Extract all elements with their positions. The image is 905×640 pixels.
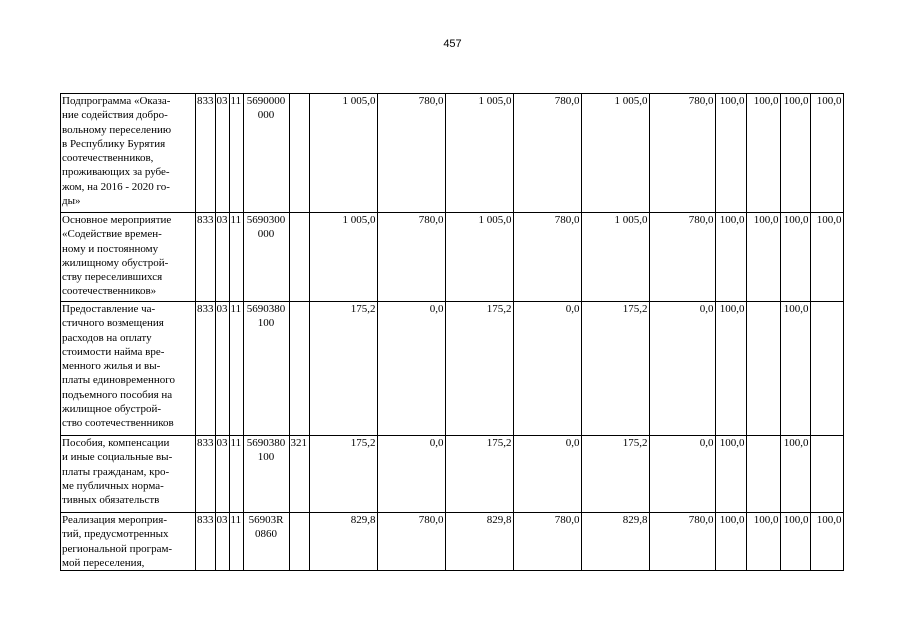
amount-cell: 1 005,0 bbox=[445, 213, 513, 302]
budget-table bbox=[60, 93, 844, 571]
amount-cell: 175,2 bbox=[309, 436, 377, 513]
percent-cell: 100,0 bbox=[715, 94, 746, 213]
program-name-line: расходов на оплату bbox=[62, 331, 152, 344]
program-name-line: платы гражданам, кро- bbox=[62, 465, 170, 478]
section-code-cell: 03 bbox=[215, 302, 229, 436]
program-name-line: тивных обязательств bbox=[62, 494, 160, 507]
amount-cell: 1 005,0 bbox=[309, 213, 377, 302]
program-name-cell bbox=[61, 513, 196, 571]
amount-cell: 780,0 bbox=[513, 94, 581, 213]
section-code-cell: 03 bbox=[215, 94, 229, 213]
table-row bbox=[61, 513, 844, 571]
percent-cell: 100,0 bbox=[810, 213, 843, 302]
table-row bbox=[61, 94, 844, 213]
target-item-code-line: 5690300 bbox=[246, 214, 286, 226]
program-name-line: ды» bbox=[62, 195, 81, 208]
program-name-line: ние содействия добро- bbox=[62, 109, 168, 122]
subsection-code-cell: 11 bbox=[229, 94, 243, 213]
amount-cell: 0,0 bbox=[649, 436, 715, 513]
program-name-line: ному и постоянному bbox=[62, 242, 159, 255]
amount-cell: 780,0 bbox=[649, 94, 715, 213]
amount-cell: 829,8 bbox=[445, 513, 513, 571]
amount-cell: 175,2 bbox=[309, 302, 377, 436]
program-name-line: «Содействие времен- bbox=[62, 228, 162, 241]
table-row bbox=[61, 436, 844, 513]
amount-cell: 780,0 bbox=[649, 213, 715, 302]
percent-cell: 100,0 bbox=[810, 513, 843, 571]
percent-cell: 100,0 bbox=[715, 436, 746, 513]
amount-cell: 1 005,0 bbox=[581, 94, 649, 213]
target-item-code-cell bbox=[243, 302, 289, 436]
expense-type-cell bbox=[289, 513, 309, 571]
program-name-line: соотечественников» bbox=[62, 285, 157, 298]
page-number: 457 bbox=[443, 38, 462, 50]
percent-cell: 100,0 bbox=[715, 302, 746, 436]
amount-cell: 0,0 bbox=[513, 302, 581, 436]
program-name-line: стичного возмещения bbox=[62, 317, 164, 330]
program-name-line: Предоставление ча- bbox=[62, 303, 156, 315]
subsection-code-cell: 11 bbox=[229, 302, 243, 436]
program-name-line: ству переселившихся bbox=[62, 271, 163, 284]
percent-cell bbox=[810, 302, 843, 436]
amount-cell: 829,8 bbox=[309, 513, 377, 571]
subsection-code-cell: 11 bbox=[229, 436, 243, 513]
program-name-line: мой переселения, bbox=[62, 556, 145, 569]
program-name-cell bbox=[61, 213, 196, 302]
program-name-line: стоимости найма вре- bbox=[62, 345, 165, 358]
ministry-code-cell: 833 bbox=[196, 302, 216, 436]
program-name-line: проживающих за рубе- bbox=[62, 166, 170, 179]
percent-cell bbox=[746, 302, 780, 436]
ministry-code-cell: 833 bbox=[196, 213, 216, 302]
program-name-line: Пособия, компенсации bbox=[62, 437, 170, 449]
target-item-code-cell bbox=[243, 436, 289, 513]
amount-cell: 780,0 bbox=[377, 513, 445, 571]
table-row bbox=[61, 213, 844, 302]
percent-cell: 100,0 bbox=[780, 94, 810, 213]
percent-cell: 100,0 bbox=[746, 213, 780, 302]
percent-cell: 100,0 bbox=[746, 94, 780, 213]
percent-cell: 100,0 bbox=[780, 213, 810, 302]
program-name-line: вольному переселению bbox=[62, 123, 172, 136]
amount-cell: 1 005,0 bbox=[581, 213, 649, 302]
target-item-code-cell bbox=[243, 213, 289, 302]
program-name-line: соотечественников, bbox=[62, 152, 154, 165]
percent-cell bbox=[810, 436, 843, 513]
ministry-code-cell: 833 bbox=[196, 94, 216, 213]
expense-type-cell bbox=[289, 302, 309, 436]
target-item-code-line: 5690380 bbox=[246, 303, 286, 315]
section-code-cell: 03 bbox=[215, 436, 229, 513]
program-name-line: ство соотечественников bbox=[62, 417, 174, 430]
program-name-line: платы единовременного bbox=[62, 374, 175, 387]
percent-cell: 100,0 bbox=[715, 213, 746, 302]
target-item-code-line: 0860 bbox=[255, 528, 277, 541]
ministry-code-cell: 833 bbox=[196, 513, 216, 571]
amount-cell: 175,2 bbox=[445, 436, 513, 513]
expense-type-cell bbox=[289, 94, 309, 213]
amount-cell: 0,0 bbox=[377, 436, 445, 513]
ministry-code-cell: 833 bbox=[196, 436, 216, 513]
section-code-cell: 03 bbox=[215, 513, 229, 571]
program-name-line: Основное мероприятие bbox=[62, 214, 172, 226]
program-name-line: жилищному обустрой- bbox=[62, 256, 169, 269]
percent-cell: 100,0 bbox=[780, 302, 810, 436]
expense-type-cell bbox=[289, 213, 309, 302]
subsection-code-cell: 11 bbox=[229, 213, 243, 302]
target-item-code-line: 56903R bbox=[248, 514, 284, 526]
section-code-cell: 03 bbox=[215, 213, 229, 302]
target-item-code-line: 5690380 bbox=[246, 437, 286, 449]
program-name-line: в Республику Бурятия bbox=[62, 137, 166, 150]
amount-cell: 780,0 bbox=[377, 94, 445, 213]
amount-cell: 780,0 bbox=[649, 513, 715, 571]
amount-cell: 0,0 bbox=[377, 302, 445, 436]
amount-cell: 0,0 bbox=[513, 436, 581, 513]
percent-cell: 100,0 bbox=[810, 94, 843, 213]
program-name-line: и иные социальные вы- bbox=[62, 451, 173, 464]
amount-cell: 0,0 bbox=[649, 302, 715, 436]
target-item-code-cell bbox=[243, 94, 289, 213]
amount-cell: 1 005,0 bbox=[445, 94, 513, 213]
percent-cell: 100,0 bbox=[746, 513, 780, 571]
amount-cell: 780,0 bbox=[513, 513, 581, 571]
program-name-line: подъемного пособия на bbox=[62, 388, 173, 401]
program-name-line: менного жилья и вы- bbox=[62, 360, 161, 373]
amount-cell: 780,0 bbox=[513, 213, 581, 302]
amount-cell: 829,8 bbox=[581, 513, 649, 571]
amount-cell: 1 005,0 bbox=[309, 94, 377, 213]
program-name-cell bbox=[61, 436, 196, 513]
program-name-cell bbox=[61, 94, 196, 213]
percent-cell: 100,0 bbox=[780, 436, 810, 513]
target-item-code-line: 000 bbox=[257, 228, 275, 241]
program-name-cell bbox=[61, 302, 196, 436]
target-item-code-line: 100 bbox=[257, 451, 275, 464]
program-name-line: ме публичных норма- bbox=[62, 479, 164, 492]
percent-cell: 100,0 bbox=[715, 513, 746, 571]
target-item-code-cell bbox=[243, 513, 289, 571]
amount-cell: 175,2 bbox=[581, 436, 649, 513]
table-row bbox=[61, 302, 844, 436]
amount-cell: 175,2 bbox=[445, 302, 513, 436]
program-name-line: тий, предусмотренных bbox=[62, 528, 169, 541]
target-item-code-line: 000 bbox=[257, 109, 275, 122]
percent-cell: 100,0 bbox=[780, 513, 810, 571]
program-name-line: жилищное обустрой- bbox=[62, 403, 162, 416]
program-name-line: жом, на 2016 - 2020 го- bbox=[62, 180, 170, 193]
program-name-line: региональной програм- bbox=[62, 542, 173, 555]
target-item-code-line: 100 bbox=[257, 317, 275, 330]
target-item-code-line: 5690000 bbox=[246, 95, 286, 107]
amount-cell: 175,2 bbox=[581, 302, 649, 436]
program-name-line: Реализация мероприя- bbox=[62, 514, 167, 526]
percent-cell bbox=[746, 436, 780, 513]
program-name-line: Подпрограмма «Оказа- bbox=[62, 95, 171, 107]
amount-cell: 780,0 bbox=[377, 213, 445, 302]
subsection-code-cell: 11 bbox=[229, 513, 243, 571]
expense-type-cell: 321 bbox=[289, 436, 309, 513]
